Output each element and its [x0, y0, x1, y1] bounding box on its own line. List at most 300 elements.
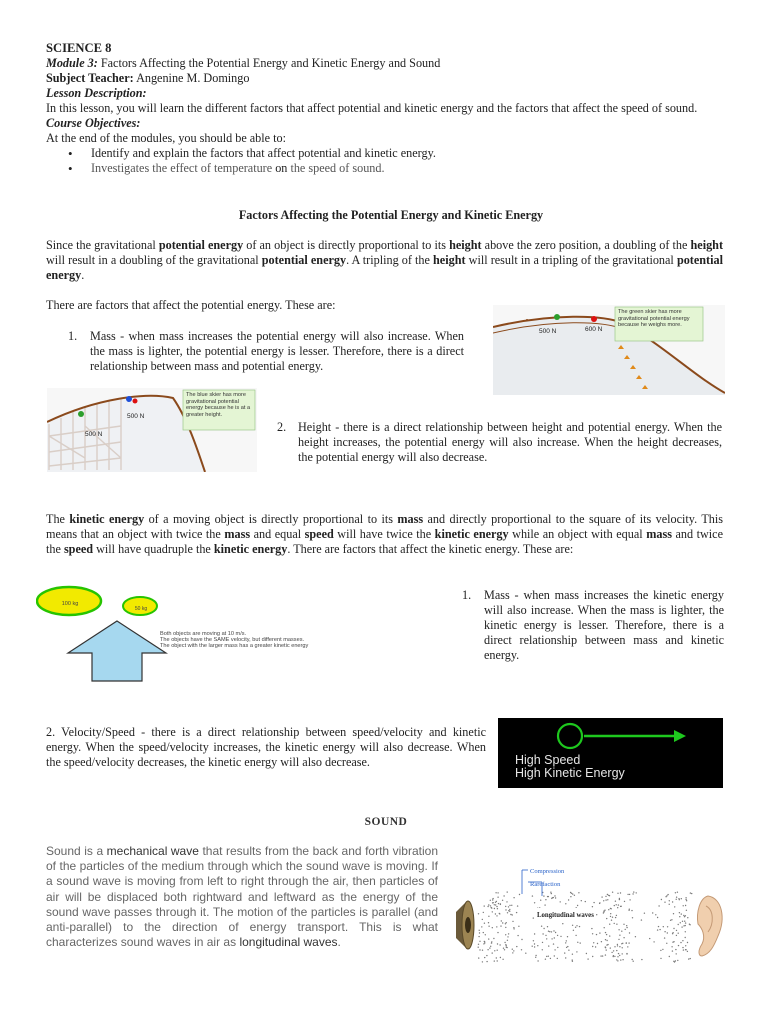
air-particle: [669, 900, 670, 901]
air-particle: [612, 917, 613, 918]
air-particle: [611, 952, 612, 953]
air-particle: [608, 895, 609, 896]
air-particle: [673, 913, 674, 914]
pe-factors-intro: There are factors that affect the potential energy. These are:: [46, 298, 336, 312]
air-particle: [603, 912, 604, 913]
air-particle: [617, 960, 618, 961]
air-particle: [595, 946, 596, 947]
air-particle: [678, 933, 679, 934]
air-particle: [687, 917, 688, 918]
air-particle: [681, 898, 682, 899]
air-particle: [577, 942, 578, 943]
air-particle: [483, 912, 484, 913]
air-particle: [506, 901, 507, 902]
air-particle: [690, 892, 691, 893]
air-particle: [557, 947, 558, 948]
air-particle: [532, 946, 533, 947]
air-particle: [685, 945, 686, 946]
air-particle: [675, 892, 676, 893]
air-particle: [494, 908, 495, 909]
air-particle: [667, 926, 668, 927]
air-particle: [543, 928, 544, 929]
high-speed-panel: [498, 718, 723, 788]
air-particle: [683, 949, 684, 950]
air-particle: [591, 928, 592, 929]
air-particle: [616, 904, 617, 905]
air-particle: [587, 958, 588, 959]
air-particle: [614, 905, 615, 906]
air-particle: [623, 924, 624, 925]
air-particle: [606, 934, 607, 935]
air-particle: [534, 946, 535, 947]
air-particle: [576, 925, 577, 926]
air-particle: [565, 942, 566, 943]
air-particle: [551, 931, 552, 932]
air-particle: [599, 932, 600, 933]
air-particle: [600, 955, 601, 956]
air-particle: [504, 949, 505, 950]
air-particle: [659, 929, 660, 930]
air-particle: [571, 893, 572, 894]
air-particle: [618, 929, 619, 930]
air-particle: [632, 893, 633, 894]
air-particle: [484, 957, 485, 958]
mass-label-large: 100 kg: [61, 601, 79, 607]
air-particle: [488, 926, 489, 927]
air-particle: [685, 915, 686, 916]
air-particle: [615, 917, 616, 918]
air-particle: [688, 958, 689, 959]
air-particle: [677, 960, 678, 961]
air-particle: [689, 924, 690, 925]
air-particle: [620, 906, 621, 907]
air-particle: [575, 935, 576, 936]
air-particle: [505, 923, 506, 924]
air-particle: [631, 910, 632, 911]
air-particle: [502, 922, 503, 923]
air-particle: [551, 938, 552, 939]
air-particle: [570, 896, 571, 897]
air-particle: [624, 901, 625, 902]
air-particle: [540, 900, 541, 901]
air-particle: [496, 926, 497, 927]
air-particle: [607, 894, 608, 895]
air-particle: [491, 907, 492, 908]
air-particle: [674, 961, 675, 962]
air-particle: [505, 909, 506, 910]
air-particle: [518, 926, 519, 927]
air-particle: [572, 961, 573, 962]
air-particle: [686, 910, 687, 911]
air-particle: [562, 923, 563, 924]
air-particle: [491, 942, 492, 943]
air-particle: [495, 902, 496, 903]
pe-factor-mass: 1. Mass - when mass increases the potential energy will also increase. When the mass is lighter, the potential energy is lesser. Therefore, there is a direct relationship between mass and potential energy.: [68, 329, 464, 373]
lesson-text: In this lesson, you will learn the different factors that affect potential and kinetic energy and the factors that affect the speed of sound.: [46, 101, 698, 115]
air-particle: [501, 920, 502, 921]
air-particle: [482, 919, 483, 920]
air-particle: [605, 896, 606, 897]
air-particle: [672, 942, 673, 943]
air-particle: [507, 891, 508, 892]
air-particle: [490, 905, 491, 906]
mass-kinetic-caption: Both objects are moving at 10 m/s. The objects have the SAME velocity, but different masses. The object with the larger mass has a greater kinetic energy: [160, 631, 309, 650]
weight-label: 500 N: [127, 413, 145, 420]
air-particle: [550, 958, 551, 959]
air-particle: [533, 917, 534, 918]
air-particle: [601, 896, 602, 897]
air-particle: [686, 900, 687, 901]
air-particle: [676, 899, 677, 900]
air-particle: [691, 893, 692, 894]
air-particle: [513, 927, 514, 928]
air-particle: [495, 913, 496, 914]
air-particle: [599, 902, 600, 903]
document-header: [46, 41, 736, 176]
air-particle: [478, 947, 479, 948]
air-particle: [681, 913, 682, 914]
air-particle: [629, 899, 630, 900]
air-particle: [517, 905, 518, 906]
air-particle: [613, 956, 614, 957]
air-particle: [676, 935, 677, 936]
air-particle: [478, 957, 479, 958]
air-particle: [517, 935, 518, 936]
air-particle: [619, 899, 620, 900]
air-particle: [497, 943, 498, 944]
air-particle: [632, 959, 633, 960]
air-particle: [618, 939, 619, 940]
air-particle: [662, 949, 663, 950]
air-particle: [641, 919, 642, 920]
air-particle: [627, 946, 628, 947]
air-particle: [496, 957, 497, 958]
air-particle: [497, 892, 498, 893]
air-particle: [597, 943, 598, 944]
air-particle: [564, 952, 565, 953]
air-particle: [553, 943, 554, 944]
air-particle: [497, 908, 498, 909]
pe-factor-height: 2. Height - there is a direct relationship between height and potential energy. When the height increases, the potential energy will also increase. When the height decreases, the potential energy will also decrease.: [277, 420, 722, 464]
air-particle: [682, 921, 683, 922]
air-particle: [607, 944, 608, 945]
air-particle: [496, 915, 497, 916]
air-particle: [516, 946, 517, 947]
air-particle: [572, 954, 573, 955]
air-particle: [546, 938, 547, 939]
air-particle: [673, 928, 674, 929]
air-particle: [676, 897, 677, 898]
air-particle: [679, 899, 680, 900]
air-particle: [685, 937, 686, 938]
air-particle: [618, 904, 619, 905]
weight-label: 500 N: [539, 328, 557, 335]
air-particle: [680, 922, 681, 923]
air-particle: [680, 942, 681, 943]
pe-section-heading: Factors Affecting the Potential Energy and Kinetic Energy: [238, 208, 544, 222]
air-particle: [622, 953, 623, 954]
air-particle: [601, 941, 602, 942]
air-particle: [554, 895, 555, 896]
air-particle: [492, 902, 493, 903]
air-particle: [678, 945, 679, 946]
air-particle: [484, 942, 485, 943]
objectives-label: Course Objectives:: [46, 116, 141, 130]
air-particle: [675, 949, 676, 950]
air-particle: [503, 948, 504, 949]
air-particle: [611, 920, 612, 921]
air-particle: [492, 899, 493, 900]
air-particle: [485, 934, 486, 935]
rarefaction-label: Rarefaction: [530, 881, 561, 888]
air-particle: [545, 935, 546, 936]
air-particle: [488, 916, 489, 917]
air-particle: [508, 933, 509, 934]
air-particle: [494, 904, 495, 905]
air-particle: [557, 958, 558, 959]
air-particle: [628, 942, 629, 943]
air-particle: [552, 897, 553, 898]
air-particle: [566, 940, 567, 941]
air-particle: [547, 896, 548, 897]
air-particle: [679, 916, 680, 917]
air-particle: [609, 935, 610, 936]
air-particle: [545, 959, 546, 960]
air-particle: [681, 926, 682, 927]
air-particle: [655, 914, 656, 915]
air-particle: [537, 960, 538, 961]
air-particle: [610, 916, 611, 917]
air-particle: [525, 953, 526, 954]
air-particle: [555, 932, 556, 933]
air-particle: [542, 933, 543, 934]
air-particle: [497, 950, 498, 951]
air-particle: [504, 942, 505, 943]
air-particle: [605, 932, 606, 933]
air-particle: [488, 922, 489, 923]
air-particle: [521, 949, 522, 950]
air-particle: [671, 919, 672, 920]
air-particle: [488, 938, 489, 939]
air-particle: [660, 958, 661, 959]
air-particle: [629, 894, 630, 895]
high-speed-label: High Speed High Kinetic Energy: [515, 753, 625, 780]
air-particle: [505, 927, 506, 928]
air-particle: [672, 901, 673, 902]
air-particle: [537, 945, 538, 946]
air-particle: [479, 932, 480, 933]
air-particle: [667, 932, 668, 933]
air-particle: [554, 937, 555, 938]
air-particle: [581, 900, 582, 901]
air-particle: [679, 912, 680, 913]
ke-paragraph: The kinetic energy of a moving object is directly proportional to its mass and directly proportional to the square of its velocity. This means that an object with twice the mass and equal speed will have twice the kinetic energy while an object with equal mass and twice the speed will have quadruple the kinetic energy. There are factors that affect the kinetic energy. These are:: [46, 512, 724, 556]
air-particle: [572, 925, 573, 926]
air-particle: [607, 899, 608, 900]
air-particle: [682, 947, 683, 948]
air-particle: [503, 895, 504, 896]
air-particle: [555, 897, 556, 898]
air-particle: [615, 901, 616, 902]
air-particle: [617, 944, 618, 945]
air-particle: [508, 910, 509, 911]
air-particle: [616, 950, 617, 951]
longitudinal-label: Longitudinal waves: [536, 908, 595, 923]
air-particle: [592, 933, 593, 934]
air-particle: [481, 926, 482, 927]
air-particle: [492, 927, 493, 928]
air-particle: [661, 899, 662, 900]
air-particle: [488, 904, 489, 905]
air-particle: [653, 941, 654, 942]
air-particle: [602, 955, 603, 956]
objective-item: • Investigates the effect of temperature on the speed of sound.: [46, 161, 736, 176]
air-particle: [605, 939, 606, 940]
air-particle: [567, 936, 568, 937]
air-particle: [516, 912, 517, 913]
air-particle: [499, 944, 500, 945]
air-particle: [512, 949, 513, 950]
air-particle: [635, 936, 636, 937]
air-particle: [604, 927, 605, 928]
air-particle: [619, 946, 620, 947]
air-particle: [507, 912, 508, 913]
air-particle: [690, 958, 691, 959]
air-particle: [586, 953, 587, 954]
air-particle: [676, 953, 677, 954]
air-particle: [497, 932, 498, 933]
air-particle: [509, 905, 510, 906]
air-particle: [495, 892, 496, 893]
air-particle: [614, 956, 615, 957]
air-particle: [533, 940, 534, 941]
objective-item: • Identify and explain the factors that affect potential and kinetic energy.: [46, 146, 736, 161]
air-particle: [623, 937, 624, 938]
air-particle: [618, 953, 619, 954]
air-particle: [507, 940, 508, 941]
air-particle: [605, 947, 606, 948]
air-particle: [666, 895, 667, 896]
air-particle: [596, 934, 597, 935]
air-particle: [502, 959, 503, 960]
air-particle: [548, 931, 549, 932]
air-particle: [553, 930, 554, 931]
air-particle: [603, 900, 604, 901]
air-particle: [505, 934, 506, 935]
air-particle: [573, 930, 574, 931]
air-particle: [614, 946, 615, 947]
air-particle: [606, 949, 607, 950]
air-particle: [622, 947, 623, 948]
air-particle: [512, 914, 513, 915]
air-particle: [507, 936, 508, 937]
air-particle: [492, 911, 493, 912]
air-particle: [613, 950, 614, 951]
air-particle: [664, 937, 665, 938]
air-particle: [565, 903, 566, 904]
air-particle: [512, 921, 513, 922]
air-particle: [593, 942, 594, 943]
air-particle: [685, 899, 686, 900]
air-particle: [486, 955, 487, 956]
air-particle: [532, 895, 533, 896]
air-particle: [683, 915, 684, 916]
air-particle: [500, 903, 501, 904]
air-particle: [505, 944, 506, 945]
air-particle: [614, 923, 615, 924]
air-particle: [554, 949, 555, 950]
air-particle: [657, 929, 658, 930]
air-particle: [578, 892, 579, 893]
air-particle: [616, 915, 617, 916]
air-particle: [494, 950, 495, 951]
air-particle: [497, 897, 498, 898]
air-particle: [617, 907, 618, 908]
air-particle: [576, 951, 577, 952]
air-particle: [479, 949, 480, 950]
air-particle: [478, 936, 479, 937]
air-particle: [496, 906, 497, 907]
air-particle: [683, 925, 684, 926]
air-particle: [500, 925, 501, 926]
air-particle: [592, 946, 593, 947]
air-particle: [542, 942, 543, 943]
air-particle: [484, 941, 485, 942]
air-particle: [486, 961, 487, 962]
air-particle: [670, 920, 671, 921]
air-particle: [513, 950, 514, 951]
air-particle: [548, 945, 549, 946]
air-particle: [500, 957, 501, 958]
course-title: SCIENCE 8: [46, 41, 112, 55]
air-particle: [577, 905, 578, 906]
air-particle: [619, 955, 620, 956]
air-particle: [604, 910, 605, 911]
air-particle: [487, 949, 488, 950]
air-particle: [617, 893, 618, 894]
air-particle: [534, 943, 535, 944]
air-particle: [652, 912, 653, 913]
air-particle: [551, 893, 552, 894]
air-particle: [677, 892, 678, 893]
weight-label: 500 N: [85, 431, 103, 438]
air-particle: [674, 906, 675, 907]
air-particle: [684, 921, 685, 922]
air-particle: [534, 933, 535, 934]
air-particle: [616, 924, 617, 925]
air-particle: [629, 932, 630, 933]
air-particle: [658, 905, 659, 906]
skier-height-image: [47, 388, 257, 472]
air-particle: [609, 924, 610, 925]
air-particle: [610, 913, 611, 914]
ke-factor-mass: 1. Mass - when mass increases the kinetic energy will also increase. When the mass is lighter, the kinetic energy is lesser. Therefore, there is a direct relationship between mass and kinetic energy.: [462, 588, 724, 662]
sound-section-heading: SOUND: [364, 816, 408, 828]
objectives-intro: At the end of the modules, you should be able to:: [46, 131, 286, 145]
air-particle: [685, 949, 686, 950]
air-particle: [617, 956, 618, 957]
air-particle: [606, 918, 607, 919]
air-particle: [568, 950, 569, 951]
air-particle: [484, 923, 485, 924]
air-particle: [494, 960, 495, 961]
air-particle: [497, 960, 498, 961]
air-particle: [610, 947, 611, 948]
air-particle: [479, 941, 480, 942]
air-particle: [616, 959, 617, 960]
air-particle: [658, 926, 659, 927]
air-particle: [479, 930, 480, 931]
